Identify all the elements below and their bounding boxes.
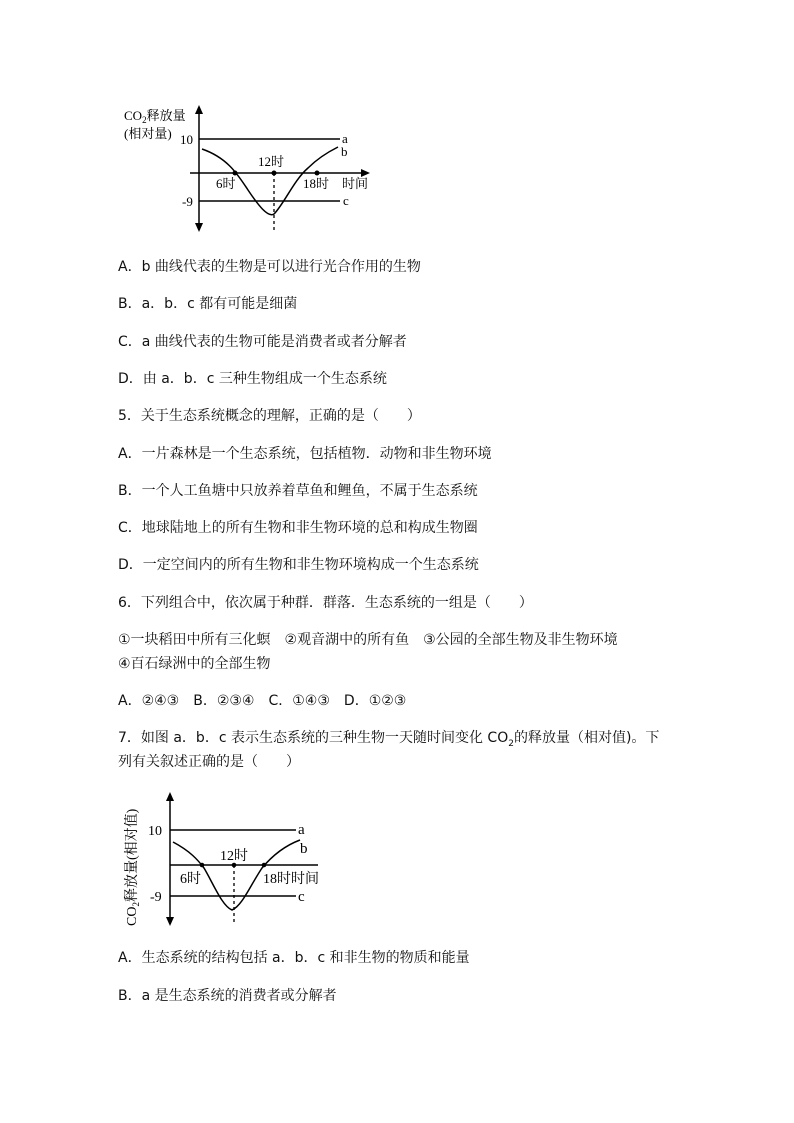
q4-option-d: D．由 a．b．c 三种生物组成一个生态系统 (118, 371, 387, 387)
q7-option-b: B．a 是生态系统的消费者或分解者 (118, 988, 337, 1004)
label-18h-time: 18时时间 (263, 872, 319, 887)
y-axis-arrow-down (166, 917, 174, 926)
q7-option-a: A．生态系统的结构包括 a．b．c 和非生物的物质和能量 (118, 950, 470, 966)
label-b: b (341, 144, 348, 159)
q5-option-a: A．一片森林是一个生态系统，包括植物．动物和非生物环境 (118, 446, 492, 462)
tick-10: 10 (148, 824, 162, 839)
point-6h (233, 171, 238, 176)
q6-items-line-1: ①一块稻田中所有三化螟 ②观音湖中的所有鱼 ③公园的全部生物及非生物环境 (118, 632, 618, 648)
tick-10: 10 (180, 132, 193, 147)
label-6h: 6时 (216, 176, 236, 191)
tick-neg9: -9 (182, 194, 193, 209)
point-6h (200, 863, 205, 868)
x-axis-label: 时间 (342, 176, 369, 191)
figure-2-co2-chart (118, 788, 348, 933)
figure-1-co2-chart (118, 100, 398, 240)
point-18h (315, 171, 320, 176)
y-axis-arrow-up (195, 105, 203, 114)
q6-items-line-2: ④百石绿洲中的全部生物 (118, 656, 271, 672)
q5-stem: 5．关于生态系统概念的理解，正确的是（ ） (118, 408, 421, 424)
y-axis-label-2: (相对量) (124, 126, 172, 141)
q5-option-b: B．一个人工鱼塘中只放养着草鱼和鲤鱼，不属于生态系统 (118, 483, 478, 499)
label-a: a (342, 131, 348, 146)
point-18h (262, 863, 267, 868)
label-6h: 6时 (180, 872, 201, 887)
y-axis-arrow-down (195, 223, 203, 232)
label-a: a (298, 822, 305, 838)
q5-option-c: C．地球陆地上的所有生物和非生物环境的总和构成生物圈 (118, 520, 478, 536)
label-12h: 12时 (258, 154, 285, 169)
label-12h: 12时 (220, 849, 248, 864)
label-c: c (343, 193, 349, 208)
y-axis-label-1: $CO_2$释放量 (124, 108, 186, 125)
y-axis-arrow-up (166, 792, 174, 801)
q7-stem-line-2: 列有关叙述正确的是（ ） (118, 754, 300, 770)
q7-stem-line-1: 7．如图 a．b．c 表示生态系统的三种生物一天随时间变化 $CO_2$的释放量（相对值)。下 (118, 730, 660, 749)
q4-option-c: C．a 曲线代表的生物可能是消费者或者分解者 (118, 334, 407, 350)
label-c: c (298, 889, 305, 905)
q4-option-a: A．b 曲线代表的生物是可以进行光合作用的生物 (118, 259, 421, 275)
q6-options: A．②④③ B．②③④ C．①④③ D．①②③ (118, 693, 407, 709)
q5-option-d: D．一定空间内的所有生物和非生物环境构成一个生态系统 (118, 557, 479, 573)
q4-option-b: B．a．b．c 都有可能是细菌 (118, 296, 298, 312)
label-18h: 18时 (303, 176, 330, 191)
point-12h (272, 171, 277, 176)
q6-stem: 6．下列组合中，依次属于种群．群落．生态系统的一组是（ ） (118, 595, 533, 611)
label-b: b (300, 841, 308, 857)
y-axis-label: $CO_2$释放量(相对值) (125, 808, 141, 926)
tick-neg9: -9 (150, 890, 162, 905)
